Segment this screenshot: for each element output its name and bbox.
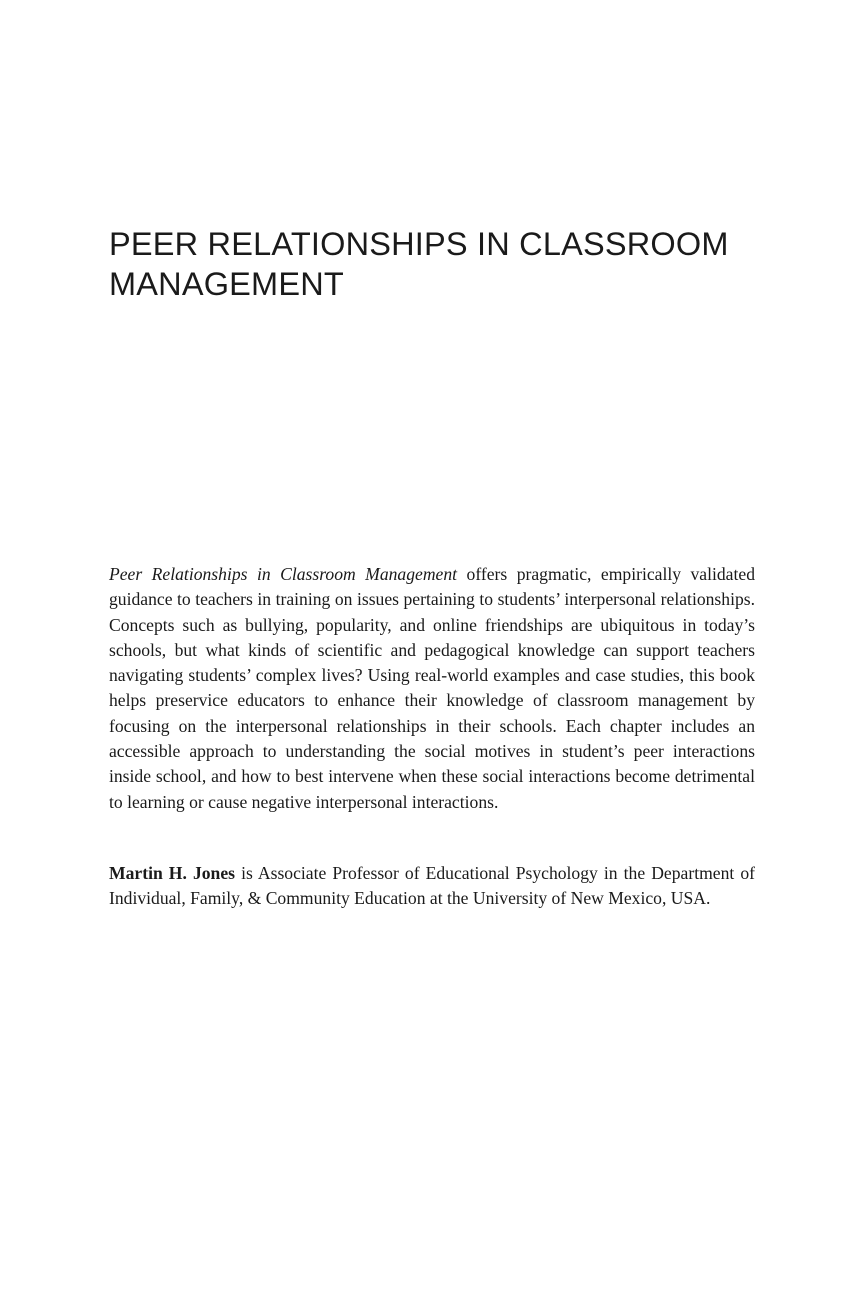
author-name: Martin H. Jones: [109, 863, 235, 883]
book-title: PEER RELATIONSHIPS IN CLASSROOM MANAGEMENT: [109, 226, 729, 302]
description-text: offers pragmatic, empirically validated guidance to teachers in training on issues pertaining to students’ interpersonal relationships. Concepts such as bullying, popularity, and online friendships are ubiquitous in today’s schools, but what kinds of scientific and pedagogical knowledge can support teachers navigating students’ complex lives? Using real-world examples and case studies, this book helps preservice educators to enhance their knowledge of classroom management by focusing on the interpersonal relationships in their schools. Each chapter includes an accessible approach to understanding the social motives in student’s peer interactions inside school, and how to best intervene when these social interactions become detrimental to learning or cause negative interpersonal interactions.: [109, 564, 755, 812]
author-bio-text: is Associate Professor of Educational Psychology in the Department of Individual, Family, & Community Education at the University of New Mexico, USA.: [109, 863, 755, 909]
book-title-italic: Peer Relationships in Classroom Management: [109, 564, 458, 584]
book-description: [109, 562, 755, 815]
author-bio: [109, 861, 755, 912]
